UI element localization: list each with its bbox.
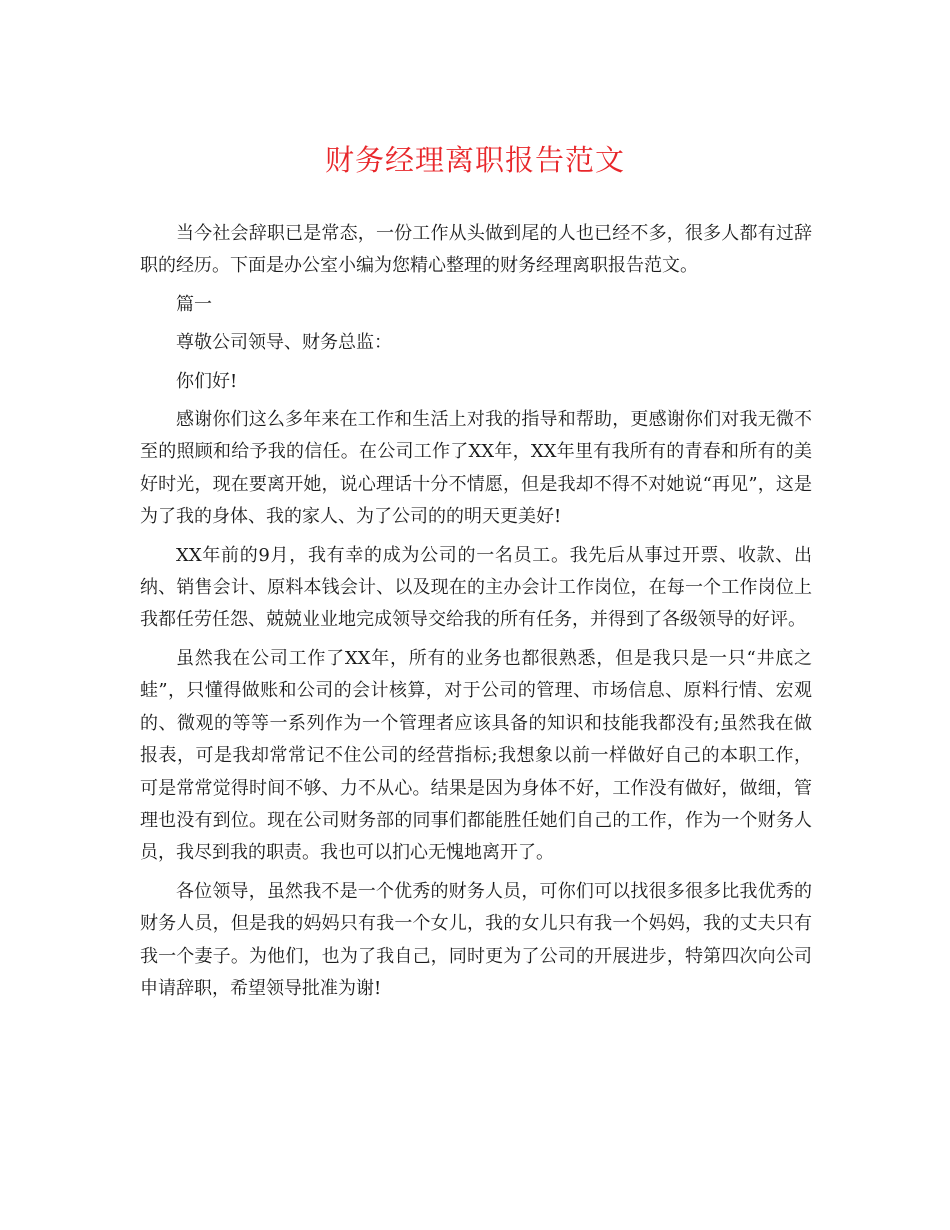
paragraph-history: XX年前的9月，我有幸的成为公司的一名员工。我先后从事过开票、收款、出纳、销售会计、原料本钱会计、以及现在的主办会计工作岗位，在每一个工作岗位上我都任劳任怨、兢兢业业地完成领导交给我的所有任务，并得到了各级领导的好评。 — [140, 544, 812, 631]
document-body — [140, 218, 812, 1011]
paragraph-request: 各位领导，虽然我不是一个优秀的财务人员，可你们可以找很多很多比我优秀的财务人员，但是我的妈妈只有我一个女儿，我的女儿只有我一个妈妈，我的丈夫只有我一个妻子。为他们，也为了我自己，同时更为了公司的开展进步，特第四次向公司申请辞职，希望领导批准为谢! — [140, 880, 812, 999]
salutation: 尊敬公司领导、财务总监： — [176, 332, 392, 354]
section-heading: 篇一 — [176, 293, 212, 315]
greeting: 你们好! — [176, 370, 238, 392]
paragraph-intro: 当今社会辞职已是常态，一份工作从头做到尾的人也已经不多，很多人都有过辞职的经历。下面是办公室小编为您精心整理的财务经理离职报告范文。 — [140, 223, 812, 277]
paragraph-thanks: 感谢你们这么多年来在工作和生活上对我的指导和帮助，更感谢你们对我无微不至的照顾和给予我的信任。在公司工作了XX年，XX年里有我所有的青春和所有的美好时光，现在要离开她，说心理话十分不情愿，但是我却不得不对她说“再见”，这是为了我的身体、我的家人、为了公司的的明天更美好! — [140, 409, 812, 528]
paragraph-reflection: 虽然我在公司工作了XX年，所有的业务也都很熟悉，但是我只是一只“井底之蛙”，只懂得做账和公司的会计核算，对于公司的管理、市场信息、原料行情、宏观的、微观的等等一系列作为一个管理者应该具备的知识和技能我都没有;虽然我在做报表，可是我却常常记不住公司的经营指标;我想象以前一样做好自己的本职工作，可是常常觉得时间不够、力不从心。结果是因为身体不好，工作没有做好，做细，管理也没有到位。现在公司财务部的同事们都能胜任她们自己的工作，作为一个财务人员，我尽到我的职责。我也可以扪心无愧地离开了。 — [140, 647, 812, 864]
document-title: 财务经理离职报告范文 — [324, 143, 625, 177]
